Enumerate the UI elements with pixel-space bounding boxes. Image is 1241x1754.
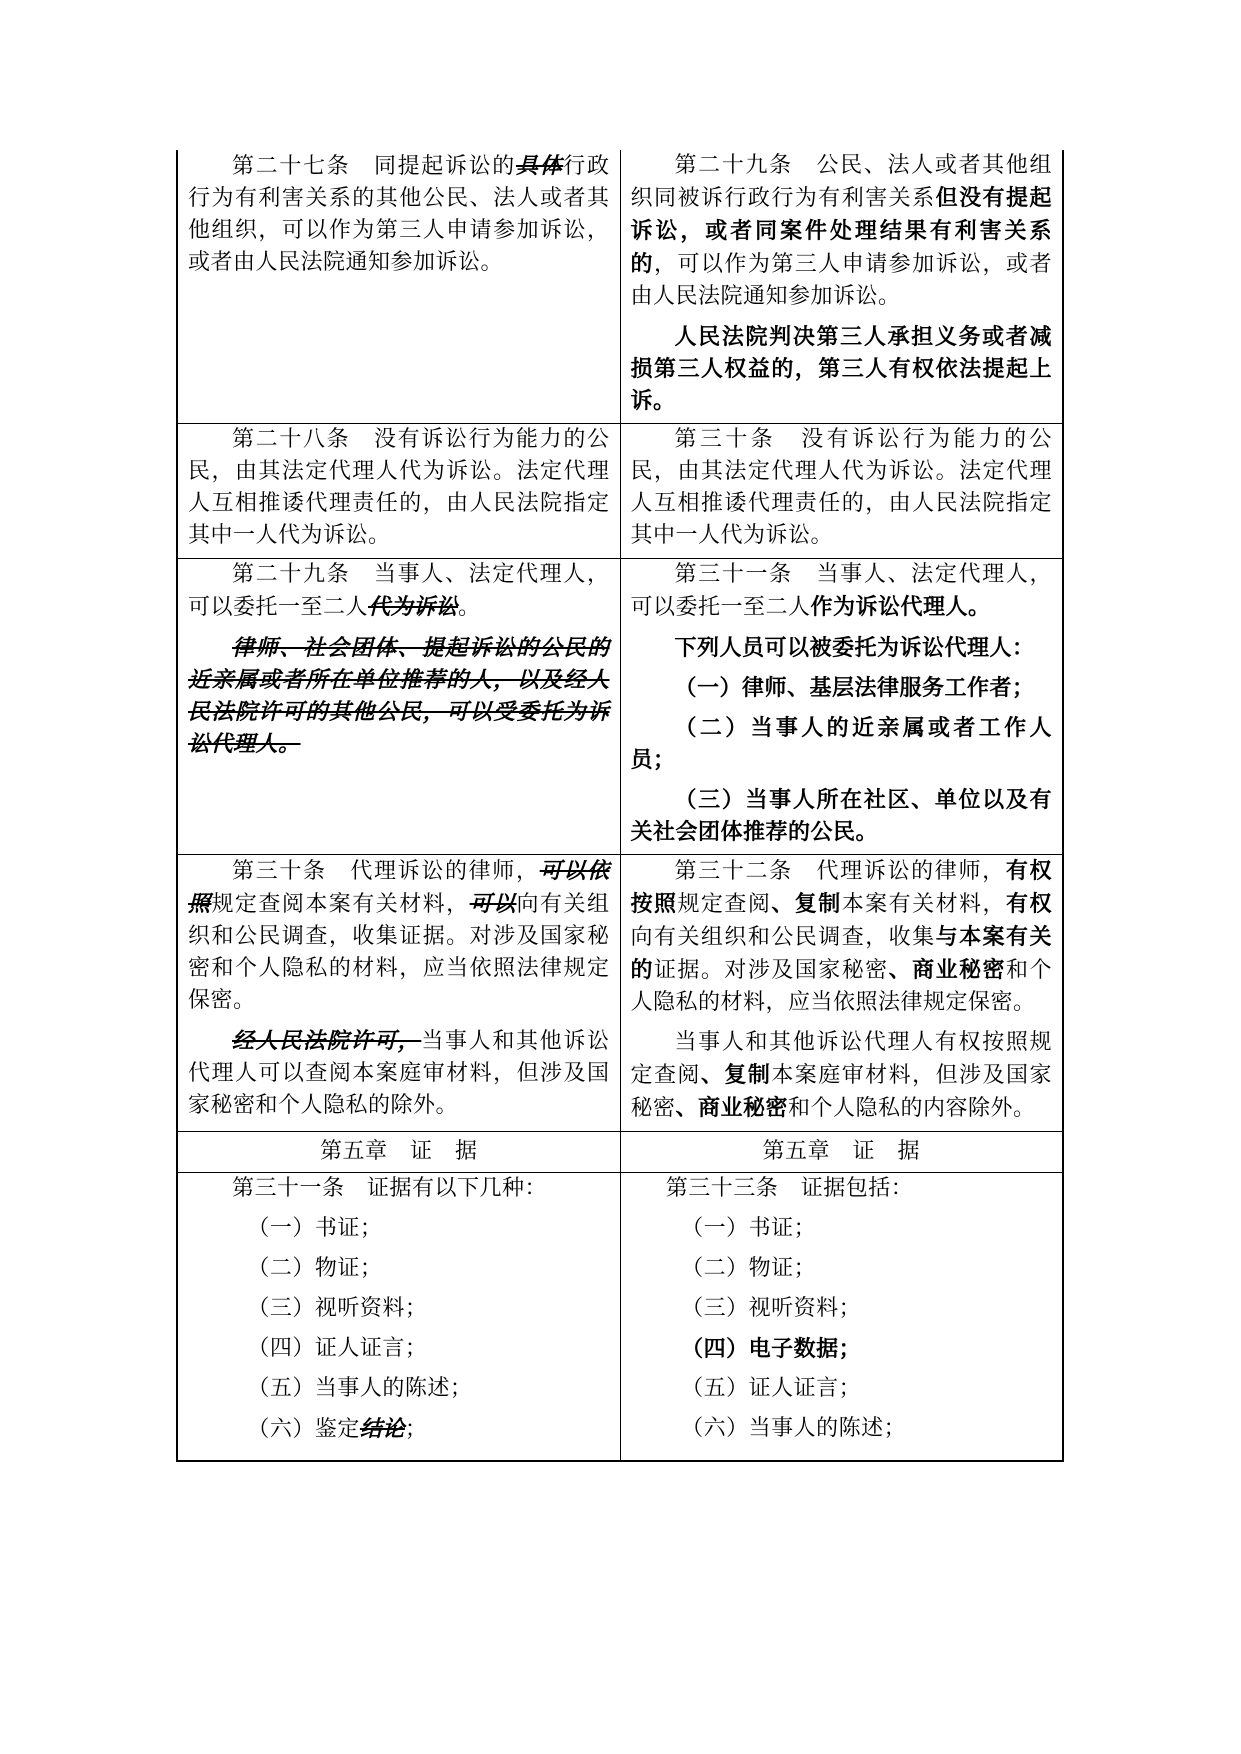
new-article-cell <box>620 855 1063 1132</box>
list-item: （六）当事人的陈述； <box>681 1416 907 1441</box>
list-item: （二）物证； <box>247 1256 383 1281</box>
added-text: 作为诉讼代理人。 <box>810 594 991 620</box>
added-text: 有权按照 <box>630 858 1052 917</box>
deleted-text: 结论 <box>359 1416 405 1442</box>
list-item: （一）书证； <box>681 1216 817 1241</box>
added-text: 、商业秘密 <box>888 957 1006 983</box>
table-row <box>177 1173 1063 1462</box>
list-item: （三）视听资料； <box>247 1296 428 1321</box>
table-row <box>177 855 1063 1132</box>
article-paragraph: 当事人和其他诉讼代理人有权按照规定查阅、复制本案庭审材料，但涉及国家秘密、商业秘密和个人隐私的内容除外。 <box>630 1030 1052 1121</box>
added-text: 、商业秘密 <box>675 1095 789 1121</box>
list-item: （六）鉴定结论； <box>247 1416 428 1442</box>
article-heading: 第三十一条 证据有以下几种： <box>232 1176 548 1201</box>
list-item: （二）当事人的近亲属或者工作人员； <box>630 715 1052 773</box>
new-article-cell <box>620 1173 1063 1462</box>
article-paragraph: 第二十九条 当事人、法定代理人，可以委托一至二人代为诉讼。 <box>188 562 610 620</box>
deleted-paragraph: 律师、社会团体、提起诉讼的公民的近亲属或者所在单位推荐的人，以及经人民法院许可的其他公民，可以受委托为诉讼代理人。 <box>188 635 610 757</box>
deleted-text: 具体 <box>515 153 564 179</box>
table-row <box>177 150 1063 424</box>
added-paragraph: 下列人员可以被委托为诉讼代理人： <box>674 635 1035 661</box>
added-text: 与本案有关的 <box>630 924 1052 983</box>
chapter-heading-row <box>177 1132 1063 1173</box>
old-article-cell <box>177 1173 620 1462</box>
list-item: （五）证人证言； <box>681 1376 862 1401</box>
old-article-cell <box>177 424 620 559</box>
added-text: 、复制 <box>771 891 842 917</box>
comparison-table <box>176 150 1064 1462</box>
list-item: （四）电子数据； <box>681 1336 862 1362</box>
article-paragraph: 第三十二条 代理诉讼的律师，有权按照规定查阅、复制本案有关材料，有权向有关组织和公民调查，收集与本案有关的证据。对涉及国家秘密、商业秘密和个人隐私的材料，应当依照法律规定保密。 <box>630 858 1052 1015</box>
article-paragraph: 第三十条 代理诉讼的律师，可以依照规定查阅本案有关材料，可以向有关组织和公民调查，收集证据。对涉及国家秘密和个人隐私的材料，应当依照法律规定保密。 <box>188 858 610 1013</box>
new-article-cell <box>620 424 1063 559</box>
old-article-cell <box>177 559 620 855</box>
list-item: （三）当事人所在社区、单位以及有关社会团体推荐的公民。 <box>630 787 1052 845</box>
article-paragraph: 第二十九条 公民、法人或者其他组织同被诉行政行为有利害关系但没有提起诉讼，或者同案件处理结果有利害关系的，可以作为第三人申请参加诉讼，或者由人民法院通知参加诉讼。 <box>630 153 1052 309</box>
list-item: （四）证人证言； <box>247 1336 428 1361</box>
list-item: （一）书证； <box>247 1216 383 1241</box>
chapter-heading: 第五章 证 据 <box>620 1132 1063 1173</box>
article-heading: 第三十三条 证据包括： <box>665 1176 914 1201</box>
added-text: 但没有提起诉讼，或者同案件处理结果有利害关系的 <box>630 185 1052 277</box>
added-text: 、复制 <box>700 1062 772 1088</box>
deleted-text: 经人民法院许可， <box>232 1028 422 1054</box>
old-article-cell <box>177 150 620 424</box>
article-paragraph: 第二十七条 同提起诉讼的具体行政行为有利害关系的其他公民、法人或者其他组织，可以作为第三人申请参加诉讼，或者由人民法院通知参加诉讼。 <box>188 153 610 275</box>
deleted-text: 可以依照 <box>188 858 610 917</box>
table-row <box>177 424 1063 559</box>
old-article-cell <box>177 855 620 1132</box>
list-item: （五）当事人的陈述； <box>247 1376 473 1401</box>
added-text: 有权 <box>1005 891 1052 917</box>
list-item: （三）视听资料； <box>681 1296 862 1321</box>
table-row <box>177 559 1063 855</box>
article-paragraph: 经人民法院许可，当事人和其他诉讼代理人可以查阅本案庭审材料，但涉及国家秘密和个人隐私的除外。 <box>188 1028 610 1118</box>
deleted-text: 可以 <box>469 891 517 917</box>
list-item: （一）律师、基层法律服务工作者； <box>674 675 1035 701</box>
chapter-heading: 第五章 证 据 <box>177 1132 620 1173</box>
new-article-cell <box>620 559 1063 855</box>
article-paragraph: 第三十一条 当事人、法定代理人，可以委托一至二人作为诉讼代理人。 <box>630 562 1052 620</box>
list-item: （二）物证； <box>681 1256 817 1281</box>
added-paragraph: 人民法院判决第三人承担义务或者减损第三人权益的，第三人有权依法提起上诉。 <box>630 324 1052 414</box>
article-paragraph: 第三十条 没有诉讼行为能力的公民，由其法定代理人代为诉讼。法定代理人互相推诿代理责任的，由人民法院指定其中一人代为诉讼。 <box>630 427 1052 548</box>
new-article-cell <box>620 150 1063 424</box>
article-paragraph: 第二十八条 没有诉讼行为能力的公民，由其法定代理人代为诉讼。法定代理人互相推诿代理责任的，由人民法院指定其中一人代为诉讼。 <box>188 427 610 548</box>
deleted-text: 代为诉讼 <box>368 594 459 620</box>
